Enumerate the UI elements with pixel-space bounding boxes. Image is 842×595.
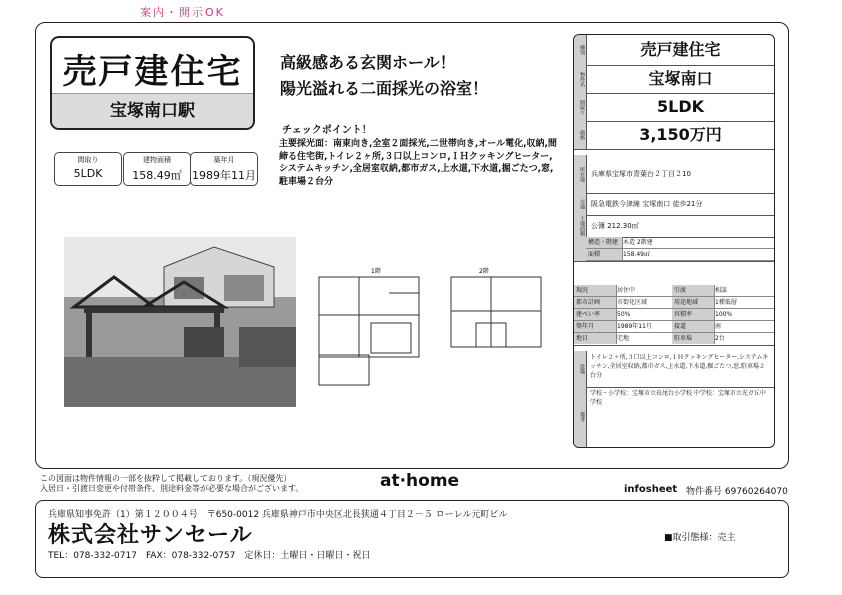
detail-equipment: トイレ２ヶ所,３口以上コンロ,ＩＨクッキングヒーター,システムキッチン,全居室収納,都市ガス,上水道,下水道,掘ごたつ,窓,駐車場２台分 [590, 354, 769, 379]
detail-traffic: 阪急電鉄今津線 宝塚南口 徒歩21分 [591, 200, 703, 208]
license-line: 兵庫県知事免許（1）第１２００４号 〒650-0012 兵庫県神戸市中央区北長狭通４丁目２－５ ローレル元町ビル [48, 510, 508, 520]
floorplan-drawing [311, 263, 549, 391]
handwritten-note: 案内・開示OK [140, 6, 225, 19]
property-type-title: 売戸建住宅 [62, 52, 243, 92]
detail-address: 兵庫県宝塚市青葉台２丁目２10 [591, 170, 691, 178]
detail-type: 売戸建住宅 [640, 40, 721, 59]
detail-price: 3,150万円 [639, 125, 722, 144]
catch-line-1: 高級感ある玄関ホール！ [280, 53, 456, 72]
summary-layout-box: 間取り 5LDK [54, 152, 122, 186]
station-name: 宝塚南口駅 [52, 93, 253, 128]
company-name: 株式会社サンセール [48, 523, 253, 548]
detail-building-area: 158.49㎡ [623, 251, 650, 258]
detail-land: 公簿 212.30㎡ [591, 222, 639, 230]
checkpoint-body: 主要採光面：南東向き,全室２面採光,二世帯向き,オール電化,収納,間締る住宅街,トイレ２ヶ所,３口以上コンロ,ＩＨクッキングヒーター,システムキッチン,全居室収納,都市ガス,上水道,下水道,掘ごたつ,窓,駐車場２台分 [279, 139, 557, 187]
detail-structure: 木造 2階建 [623, 239, 653, 246]
detail-layout: 5LDK [656, 97, 704, 116]
summary-area-box: 建物面積 158.49㎡ [123, 152, 191, 186]
athome-logo: at·home [380, 471, 460, 491]
property-details-panel: 種別 売戸建住宅 物件名 宝塚南口 間取り 5LDK 価格 3,150万円 所在地 兵庫県宝塚市青葉台２丁目２10 交通 阪急電鉄今津線 宝塚南口 徒歩21分 土地面積 公簿 212.30㎡ 構造・階建 木造 2階建 面積 158.49㎡ 現況 居住中 引渡 相談 都市計画 市街化区域 用途地域 1種低層 建ぺい率 50% 容積率 100% 築年月 1989年11月 接道 南 地目 宅地 駐車場 2台 設備 トイレ２ヶ所,３口以上コンロ,ＩＨクッキングヒーター,システムキッチン,全居室収納,都市ガス,上水道,下水道,掘ごたつ,窓,駐車場２台分 備考 学校・小学校：宝塚市立長尾台小学校 中学校：宝塚市立光ガ丘中学校 [573, 34, 775, 448]
detail-name: 宝塚南口 [648, 69, 713, 88]
disclaimer: この図面は物件情報の一部を抜粋して掲載しております。（現況優先） 入居日・引渡日変更や付帯条件、別途料金等が必要な場合がございます。 [40, 474, 304, 493]
catch-line-2: 陽光溢れる二面採光の浴室！ [280, 79, 489, 98]
floor1-label: 1階 [371, 268, 381, 275]
summary-built-box: 築年月 1989年11月 [190, 152, 258, 186]
title-box [50, 36, 255, 130]
transaction-mode: ■取引態様：売主 [664, 533, 736, 543]
property-number: 物件番号 6976026407​0 [686, 487, 788, 497]
house-photo-illustration [64, 237, 296, 407]
checkpoint-heading: チェックポイント！ [282, 125, 372, 136]
detail-remarks: 学校・小学校：宝塚市立長尾台小学校 中学校：宝塚市立光ガ丘中学校 [590, 390, 766, 406]
floorplan [311, 263, 549, 395]
house-photo [64, 237, 296, 407]
catch-copy [280, 50, 488, 102]
floor2-label: 2階 [479, 268, 489, 275]
infosheet-label: infosheet [624, 484, 678, 495]
contact-line: TEL：078-332-0717 FAX：078-332-0757 定休日：土曜日・日曜日・祝日 [48, 551, 371, 561]
